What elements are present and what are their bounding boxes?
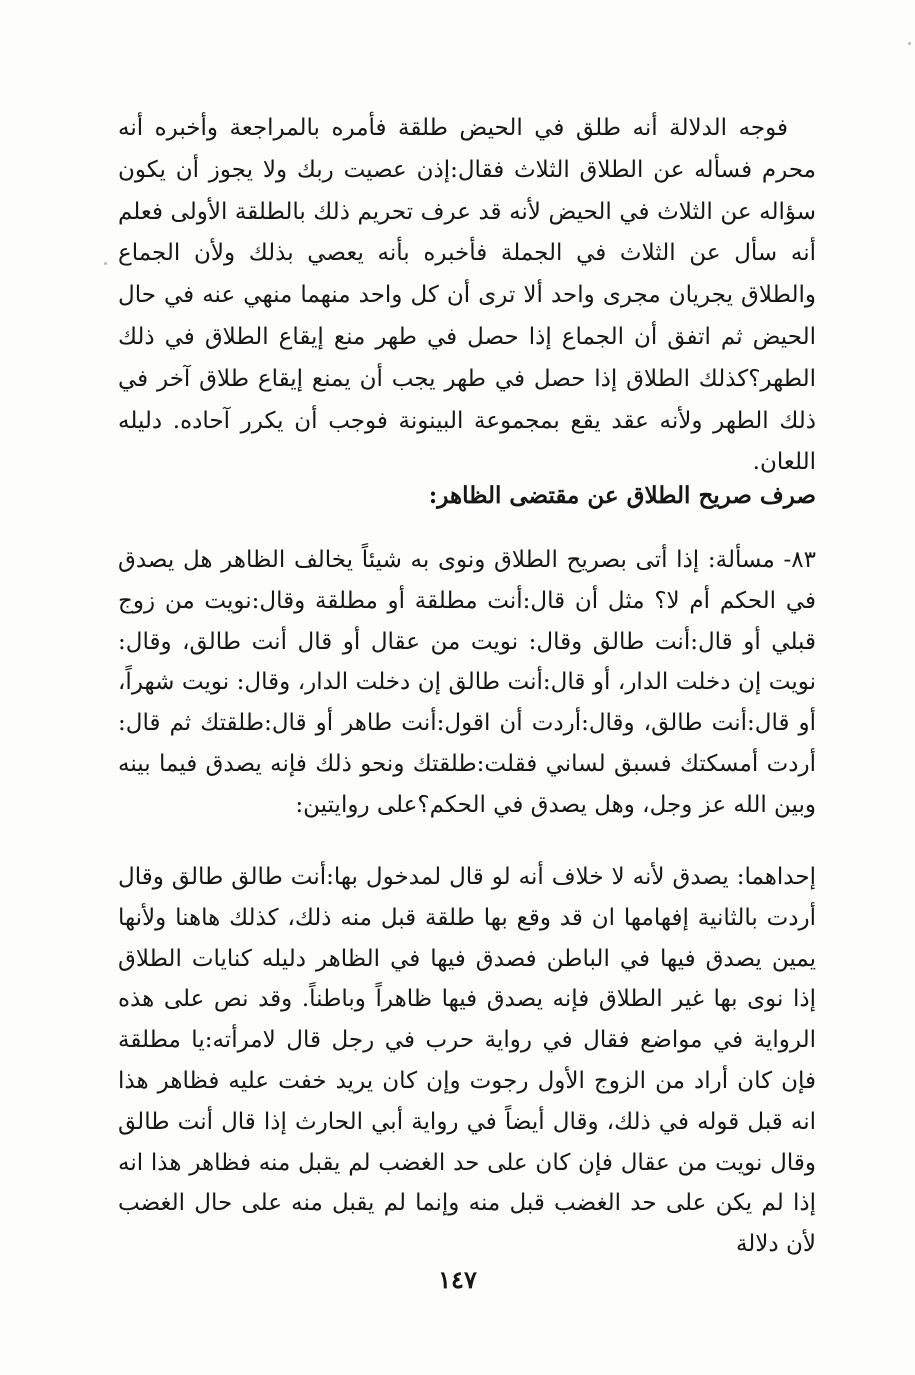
section-heading — [118, 475, 816, 517]
section-heading-text: صرف صريح الطلاق عن مقتضى الظاهر: — [428, 482, 816, 509]
scan-speck — [104, 262, 107, 265]
paragraph-first-narration — [118, 857, 816, 1265]
paragraph-text: فوجه الدلالة أنه طلق في الحيض طلقة فأمره بالمراجعة وأخبره أنه محرم فسأله عن الطلاق الثلاث فقال:إذن عصيت ربك ولا يجوز أن يكون سؤاله عن الثلاث في الحيض لأنه قد عرف تحريم ذلك بالطلقة الأولى فعلم أنه سأل عن الثلاث في الجملة فأخبره بأنه يعصي بذلك ولأن الجماع والطلاق يجريان مجرى واحد ألا ترى أن كل واحد منهما منهي عنه في حال الحيض ثم اتفق أن الجماع إذا حصل في طهر منع إيقاع الطلاق في ذلك الطهر؟كذلك الطلاق إذا حصل في طهر يجب أن يمنع إيقاع طلاق آخر في ذلك الطهر ولأنه عقد يقع بمجموعة البينونة فوجب أن يكرر آحاده. دليله اللعان. — [118, 115, 816, 476]
page-number: ١٤٧ — [438, 1265, 477, 1294]
paragraph-text: ٨٣- مسألة: إذا أتى بصريح الطلاق ونوى به شيئاً يخالف الظاهر هل يصدق في الحكم أم لا؟ مثل أن قال:أنت مطلقة أو مطلقة وقال:نويت من زوج قبلي أو قال:أنت طالق وقال: نويت من عقال أو قال أنت طالق، وقال: نويت إن دخلت الدار، أو قال:أنت طالق إن دخلت الدار، وقال: نويت شهراً، أو قال:أنت طالق، وقال:أردت أن اقول:أنت طاهر أو قال:طلقتك ثم قال: أردت أمسكتك فسبق لساني فقلت:طلقتك ونحو ذلك فإنه يصدق فيما بينه وبين الله عز وجل، وهل يصدق في الحكم؟على روايتين: — [118, 547, 816, 818]
scan-speck — [908, 42, 911, 45]
paragraph-evidence — [118, 108, 816, 484]
paragraph-issue-83 — [118, 540, 816, 826]
paragraph-text: إحداهما: يصدق لأنه لا خلاف أنه لو قال لمدخول بها:أنت طالق طالق وقال أردت بالثانية إفهامها ان قد وقع بها طلقة قبل منه ذلك، كذلك هاهنا ولأنها يمين يصدق فيها في الباطن فصدق فيها في الظاهر دليله كنايات الطلاق إذا نوى بها غير الطلاق فإنه يصدق فيها ظاهراً وباطناً. وقد نص على هذه الرواية في مواضع فقال في رواية حرب في رجل قال لامرأته:يا مطلقة فإن كان أراد من الزوج الأول رجوت وإن كان يريد خفت عليه فظاهر هذا انه قبل قوله في ذلك، وقال أيضاً في رواية أبي الحارث إذا قال أنت طالق وقال نويت من عقال فإن كان على حد الغضب لم يقبل منه فظاهر هذا انه إذا لم يكن على حد الغضب قبل منه وإنما لم يقبل منه على حال الغضب لأن دلالة — [118, 864, 816, 1258]
